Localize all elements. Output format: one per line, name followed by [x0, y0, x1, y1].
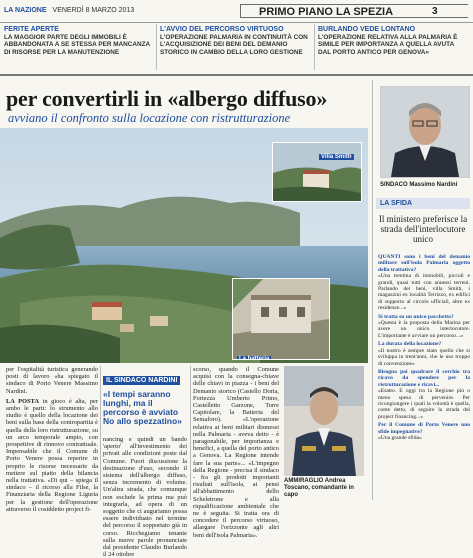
column-1-text: in gioco è alta, per ambo le parti: lo strumento allo studio è quello della locazione dei beni sulla base della contropartita è quella della loro ristrutturazione, su un arco temporale ampio, con prospettive di rinnovo contrattuale. Impensabile che il Comune di Porto Venere possa reperire in proprio le risorse necessarie da mettere sul piatto della bilancia nella trattativa. «Di qui – spiega il sindaco – il ricorso alla Filse, la Finanziaria della Regione Liguria per la gestione dell'operazione attraverso il cosiddetto project fi-: [6, 397, 98, 513]
batteria-caption-wrap: [237, 347, 271, 360]
teaser-body: L'OPERAZIONE RELATIVA ALLA PALMARIA È SIMILE PER IMPORTANZA A QUELLA AVUTA DAL PORTO ANTICO PER GENOVA»: [318, 34, 458, 56]
admiral-caption: AMMIRAGLIO Andrea Toscano, comandante in capo: [284, 478, 354, 498]
article-column-2: [103, 436, 187, 558]
teaser-title: L'AVVIO DEL PERCORSO VIRTUOSO: [160, 26, 284, 33]
masthead-left: [4, 7, 134, 14]
interview-text: [378, 254, 470, 441]
column-3-text: scorso, quando il Comune acquisì con la consegna-chiave delle chiavi in piazza - i beni del Demanio storico (Castello Doria, Fortezza Umberto Primo, Castelletto Garzone, Torre Capitolare, la Batteria del Semaforo). «L'operazione relativa ai beni militari dismessi nella Palmaria - aveva detto - è paragonabile, per importanza e benefici, a quella del porto antico a Genova. La Regione intende fare la sua parte»... «L'impegno della Regione - precisa il sindaco - fra gli prodotti importanti risultati sull'isola, ai pensi all'abbattimento dello Scheletrone e alla riqualificazione ambientale che ne è seguita. Si tratta ora di concedere il percorso virtuoso, allargare l'orizzonte agli altri beni dell'isola Palmaria».: [193, 366, 279, 539]
column-divider: [100, 366, 101, 500]
article-headline: per convertirli in «albergo diffuso»: [6, 86, 328, 111]
teaser-title: BURLANDO VEDE LONTANO: [318, 26, 416, 33]
mayor-portrait-caption: SINDACO Massimo Nardini: [380, 182, 458, 188]
teaser-divider: [156, 24, 157, 70]
interview-question: Per il Comune di Porto Venere uno sfide impegnative?: [378, 422, 470, 435]
teaser-3: [318, 26, 468, 74]
mayor-portrait-image: [381, 87, 469, 177]
teaser-body: L'OPERAZIONE PALMARIA IN CONTINUITÀ CON L'ACQUISIZIONE DEI BENI DEL DEMANIO STORICO IN CAMBIO DELLA LORO GESTIONE: [160, 34, 308, 56]
interview-answer: «Una trentina di immobili, piccoli e grandi, quasi tutti con annessi terreni. Parlando dei beni, villa Smith, i magazzini ex località Terrizzo, ex edifici di supporto al circolo ufficiali, altre ex residenze...»: [378, 273, 470, 312]
mayor-quote-box: [103, 369, 187, 434]
newspaper-name: LA NAZIONE: [4, 7, 47, 14]
quote-box-quote: «I tempi saranno lunghi, ma il percorso è avviato No allo spezzatino»: [103, 389, 182, 426]
batteria-caption: La batteria: [239, 356, 270, 360]
admiral-portrait-image: [284, 366, 364, 476]
paragraph-dropcap: LA POSTA: [6, 397, 39, 405]
section-title: PRIMO PIANO LA SPEZIA: [240, 4, 468, 18]
column-divider: [190, 366, 191, 500]
interview-question: QUANTI sono i beni del demanio militare sull'isola Palmaria oggetto della trattativa?: [378, 254, 470, 273]
interview-question: La durata della locazione?: [378, 341, 442, 348]
interview-question: Si tratta su un unico pacchetto?: [378, 313, 454, 320]
teaser-title: FERITE APERTE: [4, 26, 59, 33]
teaser-body: LA MAGGIOR PARTE DEGLI IMMOBILI È ABBANDONATA A SE STESSA PER MANCANZA DI RISORSE PER LA MANUTENZIONE: [4, 34, 150, 56]
teaser-2: [160, 26, 310, 74]
villa-caption-wrap: [319, 145, 354, 163]
right-column-divider: [372, 80, 373, 500]
issue-date: VENERDÌ 8 MARZO 2013: [52, 7, 135, 14]
page-number: 3: [432, 6, 438, 17]
interview-answer: «Una grande sfida»: [378, 434, 422, 441]
island-photo: [0, 128, 368, 363]
villa-smith-inset: [272, 142, 362, 202]
villa-caption: Villa Smith: [321, 154, 352, 160]
batteria-inset: [232, 278, 330, 360]
sidebar-headline: Il ministero preferisce la strada dell'interlocutore unico: [378, 214, 468, 244]
teaser-divider: [314, 24, 315, 70]
article-subhead: avviano il confronto sulla locazione con ristrutturazione: [8, 111, 291, 125]
interview-answer: «Esatto. E oggi tra la Regione più o meno spesa di pervenire. Per ricongiungere i quali la volontà è quella, come detto, di seguire la strada del project financing...»: [378, 388, 470, 420]
column-1-lead: per l'ospitalità turistica generando posti di lavoro «ha spiegato il sindaco di Porto Venere Massimo Nardini.: [6, 366, 98, 395]
teaser-1: [4, 26, 152, 74]
interview-answer: «Questa è la proposta della Marina per avere un unico interlocutore. L'importante è avviare un percorso...»: [378, 320, 470, 339]
admiral-photo: [284, 366, 364, 476]
article-column-3: [193, 366, 279, 539]
article-column-1: [6, 366, 98, 513]
quote-box-title: IL SINDACO NARDINI: [103, 376, 180, 385]
interview-question: Bisogna poi quadrare il cerchio tra ricavo da spendere per la ristrutturazione e ricavi...: [378, 368, 470, 388]
sfida-label: LA SFIDA: [376, 198, 470, 209]
column-2-text: nancing e quindi un bando 'aperto' all'investimento dei privati alle condizioni poste dal Comune. Fuori discussione la destinazione d'uso, secondo il sistema dell'albergo diffuso, senza incremento di volume. Un'altra strada, che comunque non esclude la prima ma può integrarla, ad opera di un soggetto che ci auguriamo possa essere individuato nel termine del percorso il sopportato già in corso. Ricchegiamo tenante sulla nuove parole pronunciate dal presidente Claudio Burlando il 24 ottobre: [103, 436, 187, 558]
interview-answer: «Il nostro è sempre stato quello che si sviluppa in trent'anni, che le uso troppo di convenzione»: [378, 347, 470, 367]
column-1-paragraph: [6, 398, 98, 513]
mayor-portrait: [380, 86, 470, 178]
section-rule: [0, 74, 473, 76]
